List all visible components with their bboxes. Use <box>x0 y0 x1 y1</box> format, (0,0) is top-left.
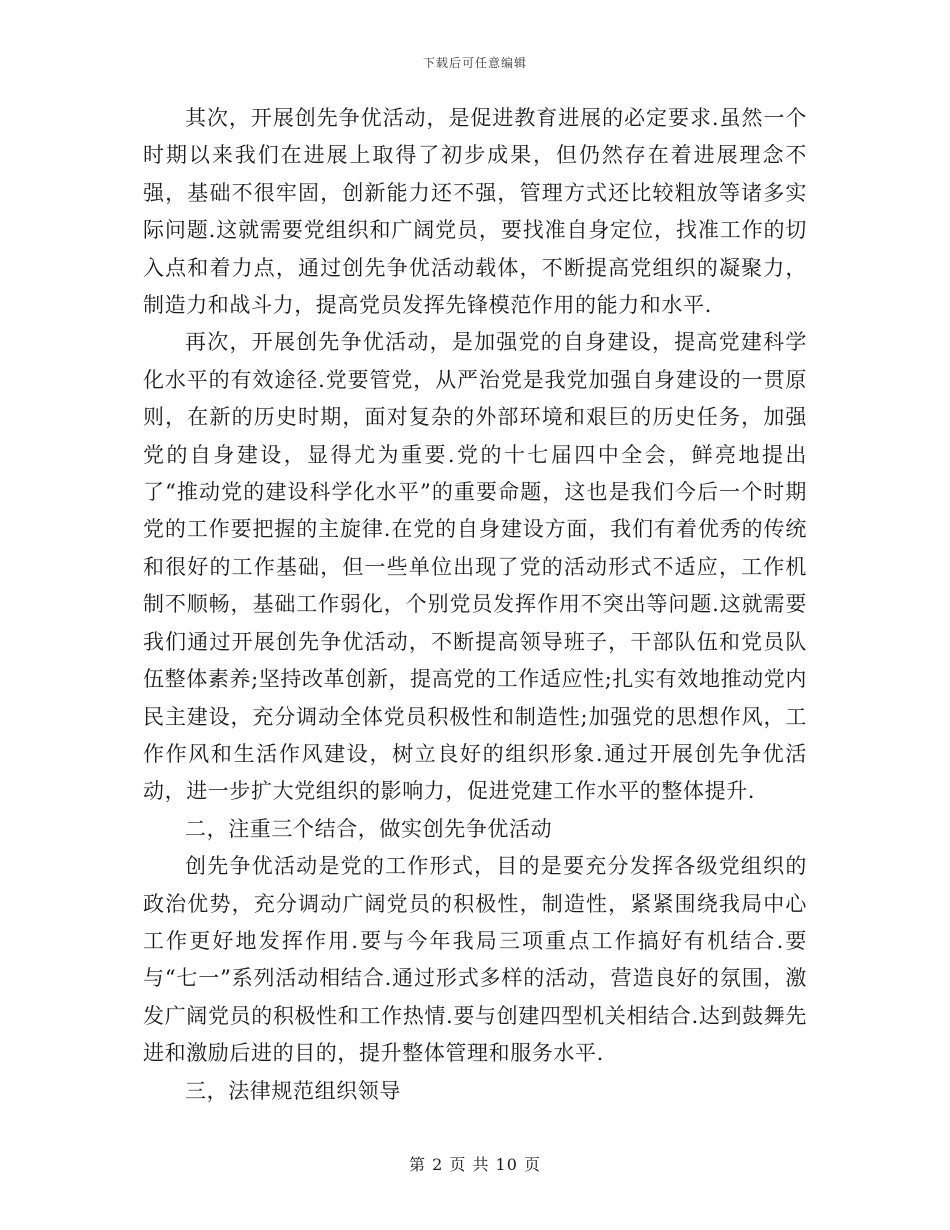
page-footer-number: 第 2 页 共 10 页 <box>409 1155 541 1174</box>
document-body <box>143 100 807 1110</box>
section-heading-two: 二，注重三个结合，做实创先争优活动 <box>185 816 553 841</box>
paragraph-secondly: 其次，开展创先争优活动，是促进教育进展的必定要求.虽然一个时期以来我们在进展上取得了初步成果，但仍然存在着进展理念不强，基础不很牢固，创新能力还不强，管理方式还比较粗放等诸多实际问题.这就需要党组织和广阔党员，要找准自身定位，找准工作的切入点和着力点，通过创先争优活动载体，不断提高党组织的凝聚力，制造力和战斗力，提高党员发挥先锋模范作用的能力和水平. <box>143 106 807 318</box>
paragraph-activities: 创先争优活动是党的工作形式，目的是要充分发挥各级党组织的政治优势，充分调动广阔党员的积极性，制造性，紧紧围绕我局中心工作更好地发挥作用.要与今年我局三项重点工作搞好有机结合.要与“七一”系列活动相结合.通过形式多样的活动，营造良好的氛围，激发广阔党员的积极性和工作热情.要与创建四型机关相结合.达到鼓舞先进和激励后进的目的，提升整体管理和服务水平. <box>143 854 807 1066</box>
paragraph-thirdly: 再次，开展创先争优活动，是加强党的自身建设，提高党建科学化水平的有效途径.党要管党，从严治党是我党加强自身建设的一贯原则，在新的历史时期，面对复杂的外部环境和艰巨的历史任务，加强党的自身建设，显得尤为重要.党的十七届四中全会，鲜亮地提出了“推动党的建设科学化水平”的重要命题，这也是我们今后一个时期党的工作要把握的主旋律.在党的自身建设方面，我们有着优秀的传统和很好的工作基础，但一些单位出现了党的活动形式不适应，工作机制不顺畅，基础工作弱化，个别党员发挥作用不突出等问题.这就需要我们通过开展创先争优活动，不断提高领导班子，干部队伍和党员队伍整体素养;坚持改革创新，提高党的工作适应性;扎实有效地推动党内民主建设，充分调动全体党员积极性和制造性;加强党的思想作风，工作作风和生活作风建设，树立良好的组织形象.通过开展创先争优活动，进一步扩大党组织的影响力，促进党建工作水平的整体提升. <box>143 330 807 804</box>
section-heading-three: 三，法律规范组织领导 <box>185 1078 401 1103</box>
page-header-note: 下载后可任意编辑 <box>422 56 527 70</box>
